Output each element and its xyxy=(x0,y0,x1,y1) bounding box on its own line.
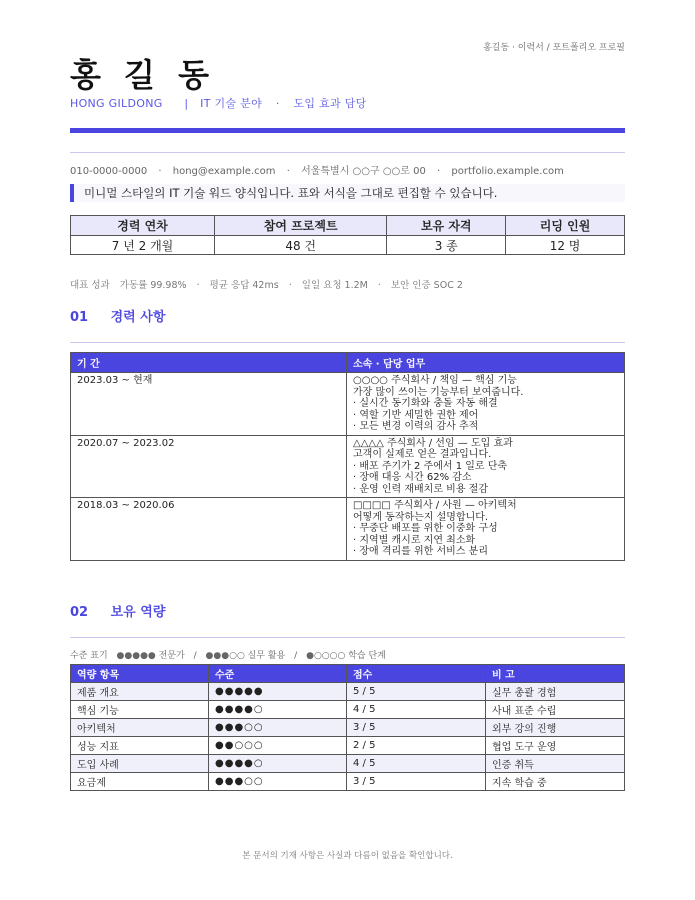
career-bullet: · 배포 주기가 2 주에서 1 일로 단축 xyxy=(353,460,508,472)
skill-level-dots: ●●●●○ xyxy=(209,701,347,719)
career-desc: 가장 많이 쓰이는 기능부터 보여줍니다. xyxy=(353,386,524,398)
skill-level-dots: ●●●○○ xyxy=(209,719,347,737)
career-bullet: · 장애 격리를 위한 서비스 분리 xyxy=(353,546,488,557)
roman-name: HONG GILDONG xyxy=(70,97,163,110)
section-number: 01 xyxy=(70,310,89,325)
stat-value: 12 명 xyxy=(506,236,625,255)
separator: / xyxy=(193,651,197,661)
legend-practical: ●●●○○ 실무 활용 xyxy=(205,651,286,661)
table-row xyxy=(71,773,625,791)
skill-note: 사내 표준 수립 xyxy=(486,701,625,719)
skill-score: 2 / 5 xyxy=(347,737,486,755)
table-row xyxy=(71,719,625,737)
person-name: 홍 길 동 xyxy=(70,56,216,94)
skill-score: 4 / 5 xyxy=(347,701,486,719)
summary-stats-table xyxy=(70,215,625,255)
section-title: 보유 역량 xyxy=(110,605,166,620)
career-bullet: · 실시간 동기화와 충돌 자동 해결 xyxy=(353,398,498,409)
address-text: 서울특별시 ○○구 ○○로 00 xyxy=(301,166,426,177)
career-bullet: · 운영 인력 재배치로 비용 절감 xyxy=(353,483,488,495)
skills-header: 역량 항목 xyxy=(71,665,209,683)
separator: · xyxy=(275,97,280,110)
separator: / xyxy=(294,651,298,661)
career-bullet: · 장애 대응 시간 62% 감소 xyxy=(353,472,472,483)
skill-item: 핵심 기능 xyxy=(71,701,209,719)
skill-level-dots: ●●●●○ xyxy=(209,755,347,773)
career-period: 2018.03 ~ 2020.06 xyxy=(71,498,347,561)
career-detail xyxy=(347,498,625,561)
divider xyxy=(70,637,625,638)
separator: · xyxy=(196,280,200,291)
contact-line xyxy=(70,162,572,177)
career-detail xyxy=(347,435,625,498)
breadcrumb: 홍길동 · 이력서 / 포트폴리오 프로필 xyxy=(483,43,625,53)
skill-note: 실무 총괄 경험 xyxy=(486,683,625,701)
career-title: □□□□ 주식회사 / 사원 — 아키텍처 xyxy=(353,500,517,511)
table-row xyxy=(71,755,625,773)
key-metrics xyxy=(70,277,470,291)
stat-header: 보유 자격 xyxy=(387,216,506,236)
table-row xyxy=(71,373,625,436)
career-bullet: · 지역별 캐시로 지연 최소화 xyxy=(353,534,476,546)
metric-item: 가동률 99.98% xyxy=(119,280,187,291)
skill-item: 도입 사례 xyxy=(71,755,209,773)
metric-item: 평균 응답 42ms xyxy=(209,280,279,291)
career-header-detail: 소속 · 담당 업무 xyxy=(347,353,625,373)
skill-level-dots: ●●●○○ xyxy=(209,773,347,791)
phone-text: 010-0000-0000 xyxy=(70,166,148,177)
metric-item: 일일 요청 1.2M xyxy=(301,280,368,291)
skill-score: 3 / 5 xyxy=(347,773,486,791)
stat-value: 3 종 xyxy=(387,236,506,255)
skill-level-dots: ●●○○○ xyxy=(209,737,347,755)
section-title: 경력 사항 xyxy=(110,310,166,325)
career-bullet: · 역할 기반 세밀한 권한 제어 xyxy=(353,409,479,421)
divider xyxy=(70,152,625,153)
skill-score: 5 / 5 xyxy=(347,683,486,701)
skill-level-dots: ●●●●● xyxy=(209,683,347,701)
stat-header: 경력 연차 xyxy=(71,216,215,236)
skill-note: 지속 학습 중 xyxy=(486,773,625,791)
skill-score: 4 / 5 xyxy=(347,755,486,773)
career-desc: 어떻게 동작하는지 설명합니다. xyxy=(353,511,489,523)
table-row xyxy=(71,701,625,719)
metrics-label: 대표 성과 xyxy=(70,280,110,291)
skills-header: 비 고 xyxy=(486,665,625,683)
separator: | xyxy=(184,97,189,110)
career-detail xyxy=(347,373,625,436)
legend-learning: ●○○○○ 학습 단계 xyxy=(306,651,386,661)
name-subline xyxy=(70,95,377,111)
accent-bar xyxy=(70,128,625,133)
skills-header: 수준 xyxy=(209,665,347,683)
career-period: 2020.07 ~ 2023.02 xyxy=(71,435,347,498)
separator: · xyxy=(288,280,292,291)
table-row xyxy=(71,683,625,701)
metric-item: 보안 인증 SOC 2 xyxy=(390,280,463,291)
footer-confirmation: 본 문서의 기재 사항은 사실과 다름이 없음을 확인합니다. xyxy=(242,851,453,861)
skills-table xyxy=(70,664,625,791)
career-title: ○○○○ 주식회사 / 책임 — 핵심 기능 xyxy=(353,375,517,386)
separator: · xyxy=(437,166,441,177)
section-number: 02 xyxy=(70,605,89,620)
career-bullet: · 무중단 배포를 위한 이중화 구성 xyxy=(353,523,498,534)
career-period: 2023.03 ~ 현재 xyxy=(71,373,347,436)
career-bullet: · 모든 변경 이력의 감사 추적 xyxy=(353,421,479,432)
website-link[interactable]: portfolio.example.com xyxy=(451,166,564,177)
stat-header: 참여 프로젝트 xyxy=(215,216,387,236)
intro-notice: 미니멀 스타일의 IT 기술 워드 양식입니다. 표와 서식을 그대로 편집할 수 있습니다. xyxy=(70,184,625,202)
skill-note: 외부 강의 진행 xyxy=(486,719,625,737)
skill-item: 성능 지표 xyxy=(71,737,209,755)
section-heading-career xyxy=(70,306,165,325)
skill-note: 협업 도구 운영 xyxy=(486,737,625,755)
divider xyxy=(70,342,625,343)
stat-value: 7 년 2 개월 xyxy=(71,236,215,255)
section-heading-skills xyxy=(70,601,165,620)
skill-item: 제품 개요 xyxy=(71,683,209,701)
skill-item: 요금제 xyxy=(71,773,209,791)
separator: · xyxy=(158,166,162,177)
career-title: △△△△ 주식회사 / 선임 — 도입 효과 xyxy=(353,437,513,449)
career-table xyxy=(70,352,625,561)
career-header-period: 기 간 xyxy=(71,353,347,373)
stat-value: 48 건 xyxy=(215,236,387,255)
level-legend xyxy=(70,648,392,661)
table-row xyxy=(71,498,625,561)
email-link[interactable]: hong@example.com xyxy=(172,166,276,177)
legend-label: 수준 표기 xyxy=(70,651,108,661)
legend-expert: ●●●●● 전문가 xyxy=(116,651,185,661)
career-desc: 고객이 실제로 얻은 결과입니다. xyxy=(353,449,492,460)
separator: · xyxy=(377,280,381,291)
skills-header: 점수 xyxy=(347,665,486,683)
table-row xyxy=(71,435,625,498)
skill-score: 3 / 5 xyxy=(347,719,486,737)
skill-item: 아키텍처 xyxy=(71,719,209,737)
role-label: 도입 효과 담당 xyxy=(293,97,367,110)
stat-header: 리딩 인원 xyxy=(506,216,625,236)
separator: · xyxy=(286,166,290,177)
skill-note: 인증 취득 xyxy=(486,755,625,773)
table-row xyxy=(71,737,625,755)
field-label: IT 기술 분야 xyxy=(200,97,263,110)
